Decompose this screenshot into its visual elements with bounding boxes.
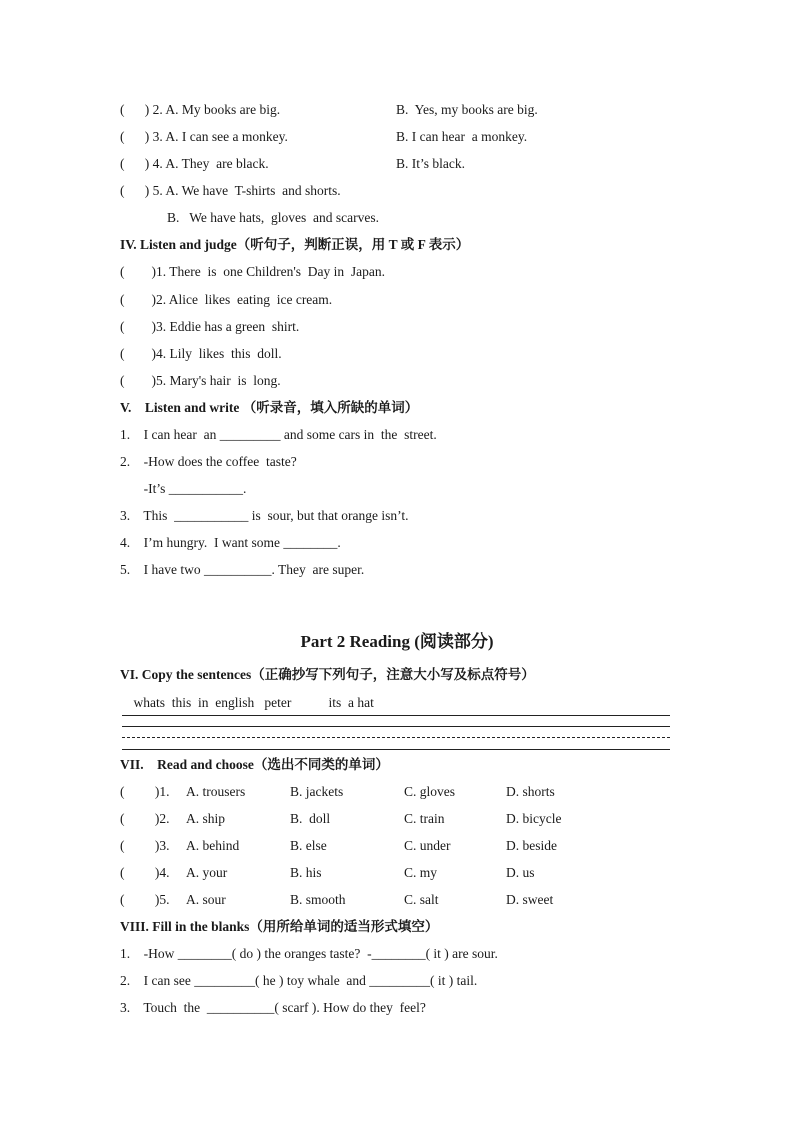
q4-option-a: ( ) 4. A. They are black. (120, 156, 269, 171)
judge-item: ( )4. Lily likes this doll. (120, 346, 282, 361)
q5-option-a: ( ) 5. A. We have T-shirts and shorts. (120, 183, 341, 198)
writing-line (122, 726, 670, 727)
choose-number: ( )4. (120, 865, 170, 880)
q3-option-b: B. I can hear a monkey. (396, 129, 528, 144)
fill-item: 2. I can see _________( he ) toy whale and _________( it ) tail. (120, 973, 478, 988)
choose-option-d: D. bicycle (506, 811, 562, 826)
choose-option-c: C. gloves (404, 784, 456, 799)
choose-number: ( )2. (120, 811, 170, 826)
q2-option-b: B. Yes, my books are big. (396, 102, 538, 117)
choose-option-a: A. sour (186, 892, 226, 907)
choose-option-c: C. train (404, 811, 445, 826)
choose-option-b: B. else (290, 838, 327, 853)
section-4-title: IV. Listen and judge（听句子，判断正误，用 T 或 F 表示） (120, 237, 470, 252)
write-item: -It’s ___________. (120, 481, 247, 496)
judge-item: ( )1. There is one Children's Day in Japan. (120, 264, 386, 279)
q3-option-a: ( ) 3. A. I can see a monkey. (120, 129, 288, 144)
choose-option-c: C. under (404, 838, 451, 853)
write-item: 1. I can hear an _________ and some cars in the street. (120, 427, 437, 442)
q5-option-b: B. We have hats, gloves and scarves. (167, 210, 379, 225)
write-item: 3. This ___________ is sour, but that orange isn’t. (120, 508, 409, 523)
choose-option-a: A. trousers (186, 784, 246, 799)
writing-line (122, 749, 670, 750)
choose-option-b: B. his (290, 865, 322, 880)
section-6-title: VI. Copy the sentences（正确抄写下列句子，注意大小写及标点符号） (120, 667, 535, 682)
choose-option-b: B. smooth (290, 892, 346, 907)
choose-option-a: A. behind (186, 838, 240, 853)
choose-number: ( )3. (120, 838, 170, 853)
writing-line (122, 715, 670, 716)
choose-option-c: C. salt (404, 892, 439, 907)
choose-option-d: D. shorts (506, 784, 555, 799)
q4-option-b: B. It’s black. (396, 156, 465, 171)
copy-prompt: whats this in english peter its a hat (120, 695, 374, 710)
choose-option-d: D. sweet (506, 892, 554, 907)
section-7-title: VII. Read and choose（选出不同类的单词） (120, 757, 389, 772)
fill-item: 3. Touch the __________( scarf ). How do they feel? (120, 1000, 426, 1015)
judge-item: ( )2. Alice likes eating ice cream. (120, 292, 333, 307)
choose-option-c: C. my (404, 865, 438, 880)
choose-number: ( )5. (120, 892, 170, 907)
choose-option-b: B. doll (290, 811, 331, 826)
write-item: 2. -How does the coffee taste? (120, 454, 297, 469)
part-2-title: Part 2 Reading (阅读部分) (300, 632, 494, 651)
write-item: 5. I have two __________. They are super. (120, 562, 365, 577)
choose-option-b: B. jackets (290, 784, 344, 799)
choose-option-d: D. us (506, 865, 535, 880)
choose-option-a: A. your (186, 865, 228, 880)
choose-number: ( )1. (120, 784, 170, 799)
judge-item: ( )5. Mary's hair is long. (120, 373, 281, 388)
section-8-title: VIII. Fill in the blanks（用所给单词的适当形式填空） (120, 919, 439, 934)
q2-option-a: ( ) 2. A. My books are big. (120, 102, 281, 117)
writing-line (122, 737, 670, 738)
fill-item: 1. -How ________( do ) the oranges taste? -________( it ) are sour. (120, 946, 498, 961)
choose-option-a: A. ship (186, 811, 226, 826)
choose-option-d: D. beside (506, 838, 557, 853)
section-5-title: V. Listen and write （听录音，填入所缺的单词） (120, 400, 419, 415)
judge-item: ( )3. Eddie has a green shirt. (120, 319, 300, 334)
write-item: 4. I’m hungry. I want some ________. (120, 535, 341, 550)
